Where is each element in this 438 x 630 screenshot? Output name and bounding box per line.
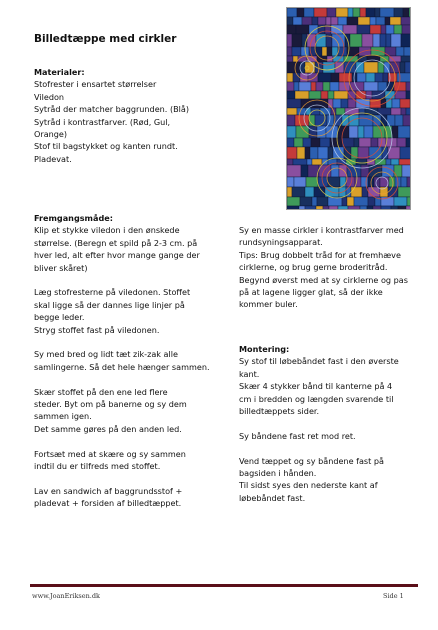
quilt-patch (345, 108, 359, 115)
quilt-patch (394, 82, 406, 91)
quilt-patch (406, 206, 410, 209)
quilt-patch (398, 126, 410, 138)
quilt-patch (360, 206, 367, 209)
quilt-patch (321, 91, 328, 99)
quilt-patch (381, 25, 386, 34)
quilt-patch (367, 206, 373, 209)
quilt-patch (394, 8, 403, 17)
quilt-patch (396, 47, 404, 56)
quilt-patch (307, 159, 312, 165)
quilt-patch (292, 47, 301, 56)
quilt-patch (302, 17, 312, 25)
quilt-patch (287, 165, 301, 177)
quilt-patch (295, 115, 309, 126)
quilt-patch (309, 25, 318, 34)
quilt-patch (300, 197, 312, 206)
quilt-patch (407, 177, 410, 187)
quilt-patch (368, 187, 380, 197)
text-line: begge leder. (34, 312, 85, 323)
quilt-patch (394, 165, 402, 177)
quilt-patch (338, 126, 349, 138)
quilt-patch (375, 8, 380, 17)
procedure-section (34, 212, 210, 510)
quilt-patch (349, 126, 358, 138)
quilt-patch (395, 115, 403, 126)
text-line: Stof til bagstykket og kanten rundt. (34, 141, 178, 152)
quilt-patch (299, 206, 305, 209)
text-line: Fortsæt med at skære og sy sammen (34, 448, 186, 459)
text-line: Viledon (34, 91, 65, 102)
quilt-patch (364, 82, 378, 91)
quilt-patch (406, 82, 410, 91)
text-line: Tips: Brug dobbelt tråd for at fremhæve (239, 249, 401, 260)
quilt-patch (334, 91, 348, 99)
quilt-photo (286, 7, 411, 210)
quilt-patch (390, 17, 401, 25)
quilt-patch (287, 25, 296, 34)
footer-rule (30, 584, 418, 587)
quilt-patch (287, 47, 292, 56)
blank-line (34, 373, 210, 385)
quilt-patch (333, 99, 341, 108)
quilt-patch (391, 108, 401, 115)
footer-page-number: Side 1 (383, 592, 404, 600)
quilt-patch (318, 177, 328, 187)
text-line: Stryg stoffet fast på viledonen. (34, 324, 160, 335)
text-line: løbebåndet fast. (239, 492, 306, 503)
quilt-patch (357, 73, 366, 82)
quilt-patch (287, 34, 292, 47)
quilt-patch (328, 197, 342, 206)
text-line: cm i bredden og længden svarende til (239, 393, 394, 404)
quilt-patch (356, 159, 367, 165)
quilt-patch (318, 147, 328, 159)
quilt-patch (287, 82, 294, 91)
quilt-patch (403, 8, 409, 17)
quilt-patch (399, 159, 410, 165)
quilt-patch (312, 197, 317, 206)
quilt-patch (338, 206, 348, 209)
quilt-image (287, 8, 410, 209)
quilt-patch (380, 8, 394, 17)
text-line: Sy med bred og lidt tæt zik-zak alle (34, 349, 178, 360)
quilt-patch (406, 108, 410, 115)
quilt-patch (326, 17, 331, 25)
text-line: Sytråd der matcher baggrunden. (Blå) (34, 104, 190, 115)
quilt-patch (394, 25, 402, 34)
text-line: Læg stofresterne på viledonen. Stoffet (34, 287, 191, 298)
quilt-patch (405, 62, 410, 73)
quilt-patch (305, 187, 314, 197)
quilt-patch (359, 108, 365, 115)
text-line: størrelse. (Beregn et spild på 2-3 cm. på (34, 237, 198, 248)
quilt-patch (287, 62, 300, 73)
quilt-patch (294, 82, 299, 91)
quilt-patch (385, 47, 396, 56)
blank-line (34, 336, 210, 348)
quilt-patch (403, 115, 410, 126)
quilt-patch (331, 25, 343, 34)
quilt-patch (401, 177, 407, 187)
quilt-patch (370, 25, 381, 34)
quilt-patch (287, 56, 293, 62)
quilt-patch (304, 8, 314, 17)
quilt-patch (380, 34, 386, 47)
quilt-patch (287, 197, 300, 206)
quilt-patch (402, 25, 410, 34)
quilt-patch (406, 138, 410, 147)
quilt-patch (287, 17, 293, 25)
quilt-patch (328, 91, 334, 99)
quilt-patch (331, 165, 339, 177)
quilt-patch (287, 108, 297, 115)
text-line: steder. Byt om på banerne og sy dem (34, 399, 187, 410)
quilt-patch (348, 206, 360, 209)
quilt-patch (287, 73, 293, 82)
quilt-patch (400, 99, 410, 108)
quilt-patch (401, 108, 406, 115)
quilt-patch (305, 206, 316, 209)
text-line: hver led, alt efter hvor mange gange der (34, 250, 200, 261)
quilt-patch (349, 115, 359, 126)
quilt-patch (323, 82, 330, 91)
quilt-patch (342, 115, 349, 126)
quilt-patch (318, 17, 326, 25)
quilt-patch (359, 47, 371, 56)
quilt-patch (294, 177, 306, 187)
quilt-patch (287, 126, 296, 138)
quilt-patch (339, 165, 347, 177)
text-line: pladevat + forsiden af billedtæppet. (34, 498, 182, 509)
quilt-patch (312, 159, 322, 165)
text-line: Sytråd i kontrastfarver. (Rød, Gul, (34, 116, 171, 127)
quilt-patch (316, 206, 323, 209)
quilt-patch (358, 17, 370, 25)
quilt-patch (386, 159, 391, 165)
quilt-patch (287, 159, 293, 165)
quilt-patch (328, 147, 333, 159)
footer-website: www.JoanEriksen.dk (32, 592, 100, 600)
blank-line (239, 417, 399, 429)
quilt-patch (400, 62, 405, 73)
quilt-patch (391, 159, 399, 165)
quilt-patch (364, 126, 373, 138)
quilt-patch (357, 25, 370, 34)
quilt-patch (287, 138, 294, 147)
text-line: Pladevat. (34, 153, 72, 164)
quilt-patch (318, 73, 331, 82)
quilt-patch (401, 56, 410, 62)
quilt-patch (314, 187, 325, 197)
text-line: cirklerne, og brug gerne broderitråd. (239, 262, 388, 273)
quilt-patch (354, 138, 359, 147)
quilt-patch (391, 206, 398, 209)
quilt-patch (293, 159, 307, 165)
blank-line (34, 274, 210, 286)
quilt-patch (392, 99, 400, 108)
quilt-patch (387, 115, 395, 126)
text-line: Sy stof til løbebåndet fast i den øverste (239, 356, 399, 367)
quilt-patch (376, 17, 385, 25)
quilt-patch (293, 17, 302, 25)
text-line: samlingerne. Så det hele hænger sammen. (34, 361, 210, 372)
quilt-patch (287, 147, 297, 159)
quilt-patch (327, 8, 336, 17)
text-line: Orange) (34, 129, 68, 140)
blank-line (34, 435, 210, 447)
text-line: Det samme gøres på den anden led. (34, 423, 182, 434)
quilt-patch (331, 73, 339, 82)
quilt-patch (397, 138, 406, 147)
quilt-patch (323, 206, 329, 209)
quilt-patch (287, 8, 297, 17)
assembly-section (239, 343, 399, 504)
quilt-patch (351, 187, 362, 197)
quilt-patch (386, 34, 391, 47)
quilt-patch (347, 197, 354, 206)
quilt-patch (301, 165, 308, 177)
quilt-patch (305, 147, 310, 159)
quilt-patch (375, 73, 383, 82)
quilt-patch (342, 197, 347, 206)
quilt-patch (347, 17, 358, 25)
blank-line (239, 442, 399, 454)
quilt-patch (368, 197, 375, 206)
quilt-patch (404, 47, 410, 56)
text-line: Stofrester i ensartet størrelser (34, 79, 157, 90)
quilt-patch (370, 17, 376, 25)
quilt-patch (322, 47, 327, 56)
quilt-patch (320, 138, 330, 147)
text-line: Lav en sandwich af baggrundsstof + (34, 485, 183, 496)
text-line: indtil du er tilfreds med stoffet. (34, 461, 161, 472)
quilt-patch (397, 73, 410, 82)
materials-heading: Materialer: (34, 67, 85, 77)
quilt-patch (409, 8, 410, 17)
quilt-patch (339, 73, 352, 82)
quilt-patch (398, 187, 410, 197)
quilt-patch (401, 34, 410, 47)
quilt-patch (296, 126, 309, 138)
quilt-patch (359, 138, 371, 147)
quilt-patch (364, 62, 378, 73)
quilt-patch (310, 147, 318, 159)
text-line: kommer buler. (239, 299, 298, 310)
quilt-patch (295, 91, 309, 99)
text-line: Klip et stykke viledon i den ønskede (34, 225, 180, 236)
quilt-patch (392, 126, 398, 138)
quilt-patch (296, 25, 309, 34)
quilt-patch (292, 34, 302, 47)
quilt-patch (336, 8, 348, 17)
quilt-patch (394, 197, 407, 206)
quilt-patch (391, 34, 401, 47)
quilt-patch (406, 91, 410, 99)
quilt-patch (343, 25, 357, 34)
quilt-patch (299, 82, 311, 91)
text-line: Skær stoffet på den ene led flere (34, 386, 168, 397)
quilt-patch (287, 206, 299, 209)
quilt-patch (354, 197, 368, 206)
quilt-patch (390, 62, 400, 73)
quilt-patch (383, 73, 388, 82)
circles-section (239, 224, 408, 311)
quilt-patch (395, 91, 406, 99)
quilt-patch (360, 8, 366, 17)
quilt-patch (287, 91, 295, 99)
blank-line (34, 472, 210, 484)
quilt-patch (366, 73, 375, 82)
assembly-heading: Montering: (239, 344, 290, 354)
quilt-patch (338, 17, 347, 25)
text-line: bliver skåret) (34, 262, 88, 273)
quilt-patch (312, 17, 318, 25)
quilt-patch (292, 187, 305, 197)
quilt-patch (341, 99, 348, 108)
quilt-patch (329, 206, 338, 209)
quilt-patch (371, 138, 378, 147)
quilt-patch (287, 99, 301, 108)
quilt-patch (314, 8, 327, 17)
text-line: billedtæppets sider. (239, 406, 320, 417)
quilt-patch (327, 47, 332, 56)
quilt-patch (331, 17, 338, 25)
quilt-patch (398, 206, 406, 209)
quilt-patch (287, 187, 292, 197)
quilt-patch (385, 17, 390, 25)
text-line: sammen igen. (34, 411, 92, 422)
quilt-patch (306, 177, 318, 187)
quilt-patch (287, 177, 294, 187)
quilt-patch (348, 8, 353, 17)
quilt-patch (401, 17, 410, 25)
quilt-patch (353, 8, 360, 17)
text-line: kant. (239, 368, 260, 379)
quilt-patch (297, 8, 304, 17)
text-line: Sy en masse cirkler i kontrastfarver med (239, 225, 404, 235)
quilt-patch (317, 197, 328, 206)
text-line: Begynd øverst med at sy cirklerne og pas (239, 274, 408, 285)
quilt-patch (386, 25, 394, 34)
quilt-patch (309, 91, 321, 99)
quilt-patch (303, 138, 311, 147)
text-line: Sy båndene fast ret mod ret. (239, 430, 356, 441)
quilt-patch (311, 138, 320, 147)
quilt-patch (402, 165, 410, 177)
quilt-patch (311, 82, 316, 91)
quilt-patch (350, 34, 362, 47)
page-title: Billedtæppe med cirkler (34, 33, 177, 45)
text-line: på at lagene ligger glat, så der ikke (239, 287, 383, 298)
text-line: Til sidst syes den nederste kant af (239, 480, 378, 491)
quilt-patch (316, 82, 323, 91)
quilt-patch (400, 147, 410, 159)
text-line: rundsyningsapparat. (239, 237, 323, 248)
quilt-patch (358, 126, 364, 138)
quilt-patch (373, 34, 380, 47)
text-line: Skær 4 stykker bånd til kanterne på 4 (239, 381, 393, 392)
quilt-patch (366, 8, 375, 17)
text-line: bagsiden i hånden. (239, 468, 317, 479)
quilt-patch (362, 34, 373, 47)
quilt-patch (330, 82, 339, 91)
quilt-patch (287, 115, 295, 126)
quilt-patch (374, 177, 380, 187)
quilt-patch (388, 187, 398, 197)
quilt-patch (297, 147, 305, 159)
quilt-patch (373, 206, 381, 209)
text-line: Vend tæppet og sy båndene fast på (239, 455, 384, 466)
procedure-heading: Fremgangsmåde: (34, 213, 113, 223)
text-line: skal ligge så der dannes lige linjer på (34, 299, 185, 310)
quilt-patch (407, 197, 410, 206)
quilt-patch (294, 138, 303, 147)
quilt-patch (381, 206, 391, 209)
materials-section (34, 66, 189, 165)
